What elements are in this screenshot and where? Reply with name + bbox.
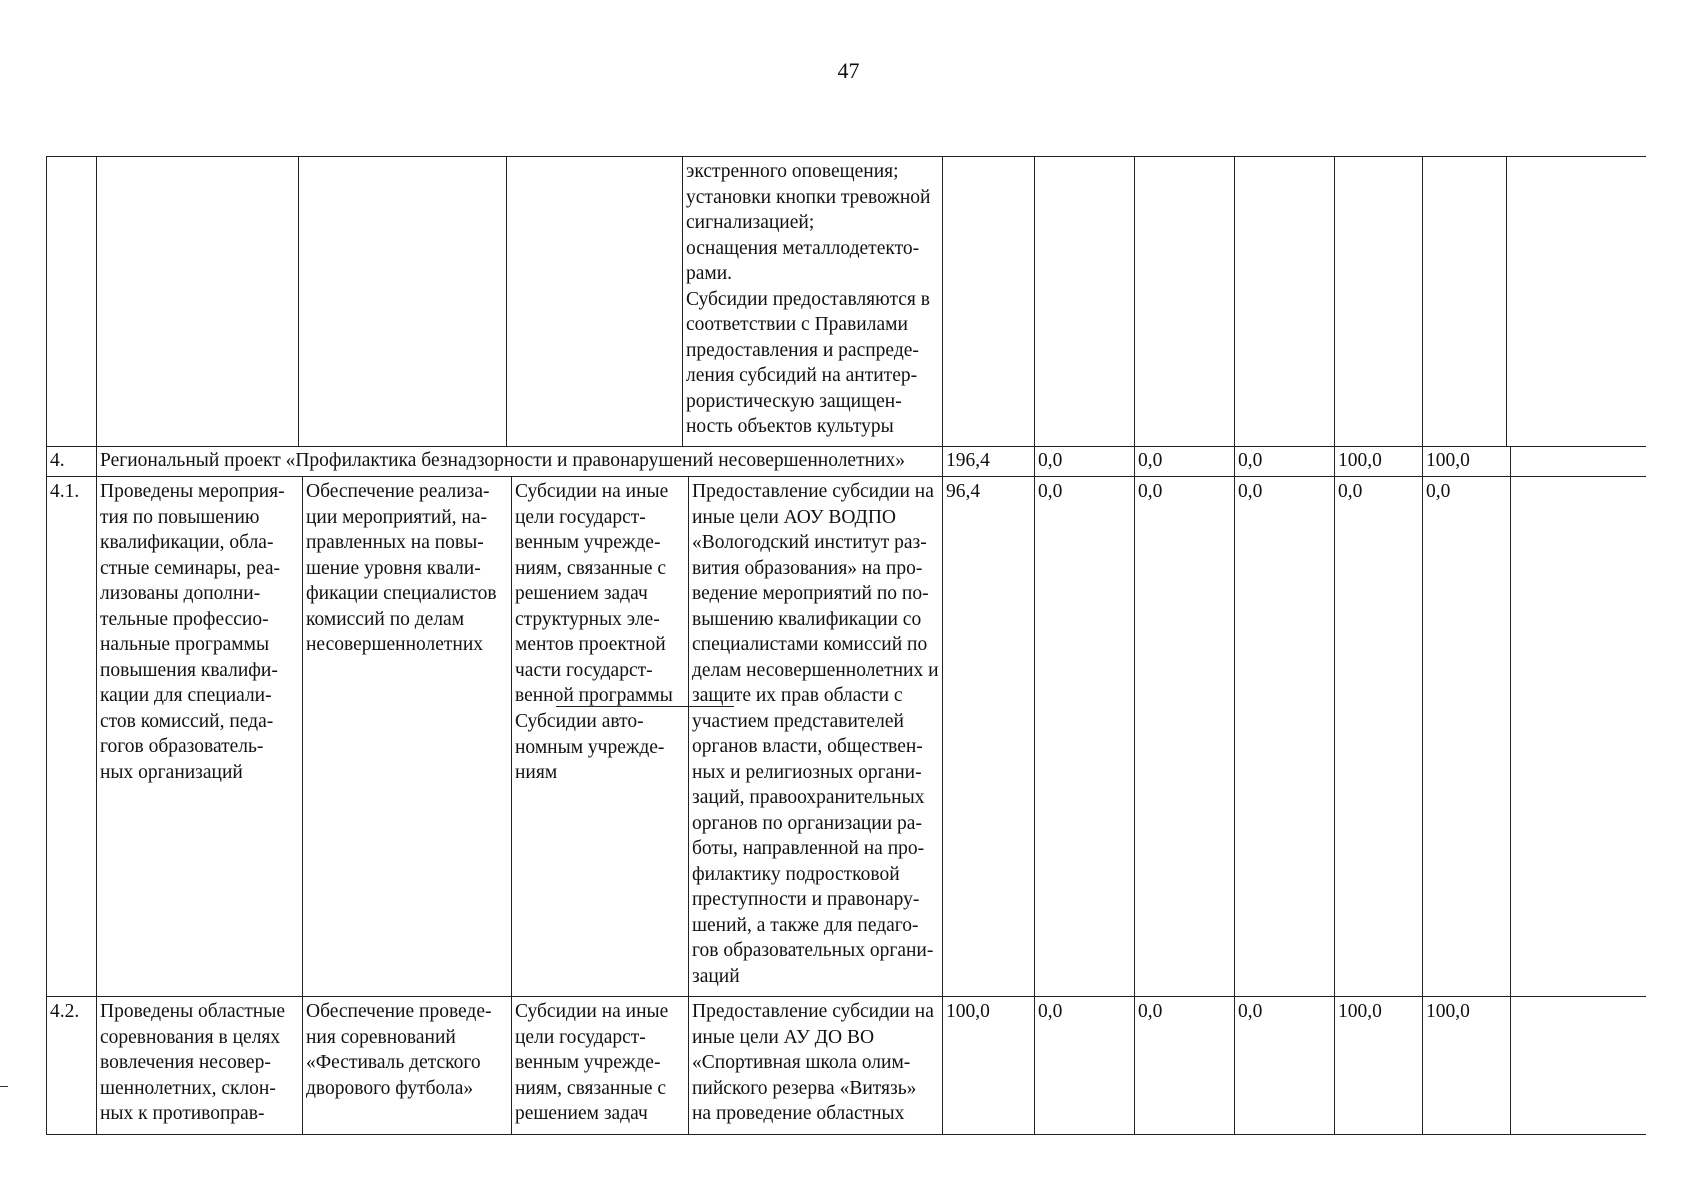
margin-dash xyxy=(0,1086,8,1087)
page-number: 47 xyxy=(837,58,860,83)
col-v1-divider xyxy=(1034,156,1035,1134)
row-4-2-number: 4.2. xyxy=(50,1001,80,1022)
row-4-1-value-1: 96,4 xyxy=(946,481,981,502)
row-4-1-value-3: 0,0 xyxy=(1138,481,1163,502)
subsidy-table xyxy=(46,156,1646,1136)
row-4-number: 4. xyxy=(50,450,65,471)
row-4-1-number: 4.1. xyxy=(50,481,80,502)
row-4-2-value-2: 0,0 xyxy=(1038,1001,1063,1022)
col-v5-divider xyxy=(1422,156,1423,1134)
row-4-title: Региональный проект «Профилактика безнадзорности и правонарушений несовершеннолетних» xyxy=(100,450,905,471)
row-4-1-value-6: 0,0 xyxy=(1426,481,1451,502)
row-4-1-description: Предоставление субсидии на иные цели АОУ ВОДПО «Вологодский институт раз- вития образования» на про- ведение мероприятий по по- вышению квалификации со специалистами комиссий по делам несовершеннолетних и защите их прав области с участием представителей органов власти, обществен- ных и религиозных органи- заций, правоохранительных органов по организации ра- боты, направленной на про- филактику подростковой преступности и правонару- шений, а также для педаго- гов образовательных органи- заций xyxy=(692,481,939,987)
continuation-description: экстренного оповещения; установки кнопки тревожной сигнализацией; оснащения металлодетекто- рами. Субсидии предоставляются в соответствии с Правилами предоставления и распреде- ления субсидий на антитер- рористическую защищен- ность объектов культуры xyxy=(686,161,931,437)
row-4-1-top-border xyxy=(46,476,1646,477)
row-4-1-measure: Обеспечение реализа- ции мероприятий, на- правленных на повы- шение уровня квали- фикации специалистов комиссий по делам несовершеннолетних xyxy=(306,481,497,655)
row-4-2-measure: Обеспечение проведе- ния соревнований «Фестиваль детского дворового футбола» xyxy=(306,1001,492,1099)
row-4-value-1: 196,4 xyxy=(946,450,990,471)
table-top-border xyxy=(46,156,1646,157)
row-4-2-result: Проведены областные соревнования в целях вовлечения несовер- шеннолетних, склон- ных к противоправ- xyxy=(100,1001,286,1124)
row-4-2-value-4: 0,0 xyxy=(1238,1001,1263,1022)
col-result-divider xyxy=(298,156,299,446)
row-4-2-value-5: 100,0 xyxy=(1338,1001,1382,1022)
row-4-2-value-1: 100,0 xyxy=(946,1001,990,1022)
col-v2-divider xyxy=(1134,156,1135,1134)
row-4-1-value-4: 0,0 xyxy=(1238,481,1263,502)
row-4-2-top-border xyxy=(46,996,1646,997)
row-4-2-value-6: 100,0 xyxy=(1426,1001,1470,1022)
table-right-border xyxy=(1510,446,1511,1134)
row-4-value-3: 0,0 xyxy=(1138,450,1163,471)
row-4-1-type-a: Субсидии на иные цели государст- венным учрежде- ниям, связанные с решением задач структурных эле- ментов проектной части государст- венной программы xyxy=(515,481,673,706)
row-4-1-value-2: 0,0 xyxy=(1038,481,1063,502)
row-4-1-result: Проведены мероприя- тия по повышению квалификации, обла- стные семинары, реа- лизованы дополни- тельные профессио- нальные программы повышения квалифи- кации для специали- стов комиссий, педа- гогов образователь- ных организаций xyxy=(100,481,285,783)
row-4-value-4: 0,0 xyxy=(1238,450,1263,471)
row-4-value-5: 100,0 xyxy=(1338,450,1382,471)
row-4-2-description: Предоставление субсидии на иные цели АУ ДО ВО «Спортивная школа олим- пийского резерва «Витязь» на проведение областных xyxy=(692,1001,934,1124)
row-4-value-6: 100,0 xyxy=(1426,450,1470,471)
col-measure-divider xyxy=(506,156,507,446)
row-4-value-2: 0,0 xyxy=(1038,450,1063,471)
table-bottom-border xyxy=(46,1134,1646,1135)
table-right-border xyxy=(1506,156,1507,446)
row-4-2-type-a: Субсидии на иные цели государст- венным учрежде- ниям, связанные с решением задач xyxy=(515,1001,669,1124)
col-v4-divider xyxy=(1334,156,1335,1134)
row-4-2-value-3: 0,0 xyxy=(1138,1001,1163,1022)
col-v3-divider xyxy=(1234,156,1235,1134)
row-4-1-type-b: Субсидии авто- номным учрежде- ниям xyxy=(515,711,665,783)
row-4-1-value-5: 0,0 xyxy=(1338,481,1363,502)
